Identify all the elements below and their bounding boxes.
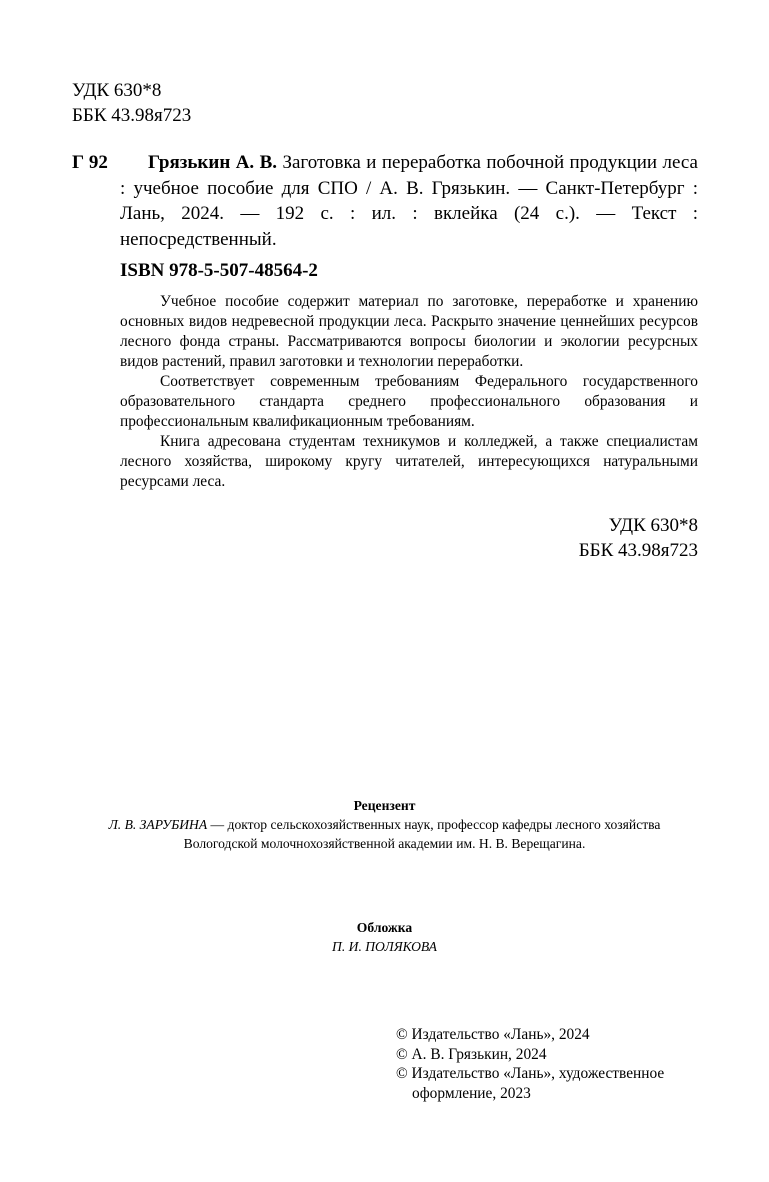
bibliographic-entry [120,150,698,252]
copyright-line: © Издательство «Лань», 2024 [396,1026,590,1043]
abstract-paragraph: Учебное пособие содержит материал по заготовке, переработке и хранению основных видов недревесной продукции леса. Раскрыто значение ценнейших ресурсов лесного фонда страны. Рассматриваются вопросы биологии и экологии ресурсных видов растений, правил заготовки и технологии переработки. [120,293,698,370]
bibliographic-text: Заготовка и переработка побочной продукции леса : учебное пособие для СПО / А. В. Грязькин. — Санкт-Петербург : Лань, 2024. — 192 с. : ил. : вклейка (24 с.). — Текст : непосредственный. [120,152,698,250]
classification-top [72,78,191,128]
cover-heading: Обложка [356,920,413,935]
reviewer-block [60,796,709,853]
copyright-line: © А. В. Грязькин, 2024 [396,1045,547,1063]
bbk-bottom: ББК 43.98я723 [578,540,698,561]
author-code: Г 92 [72,152,108,173]
abstract-paragraph: Соответствует современным требованиям Федерального государственного образовательного стандарта среднего профессионального образования и профессиональным квалификационным требованиям. [120,373,698,430]
author-name: Грязькин А. В. [148,152,278,173]
reviewer-desc-line1: — доктор сельскохозяйственных наук, профессор кафедры лесного хозяйства [207,817,661,832]
isbn: ISBN 978-5-507-48564-2 [120,260,318,281]
reviewer-name: Л. В. ЗАРУБИНА [108,817,208,832]
udk-top: УДК 630*8 [72,80,162,101]
reviewer-heading: Рецензент [353,798,416,813]
bbk-top: ББК 43.98я723 [72,105,192,126]
copyright-line-continuation: оформление, 2023 [412,1084,531,1102]
reviewer-desc-line2: Вологодской молочнохозяйственной академии им. Н. В. Верещагина. [183,836,586,851]
udk-bottom: УДК 630*8 [608,515,698,536]
classification-bottom [579,513,698,563]
copyright-block [396,1025,664,1103]
cover-block [60,918,709,956]
abstract-paragraph: Книга адресована студентам техникумов и колледжей, а также специалистам лесного хозяйства, широкому кругу читателей, интересующихся натуральными ресурсами леса. [120,433,698,490]
cover-designer-name: П. И. ПОЛЯКОВА [332,939,437,954]
copyright-line: © Издательство «Лань», художественное [396,1065,665,1082]
abstract [120,292,698,492]
